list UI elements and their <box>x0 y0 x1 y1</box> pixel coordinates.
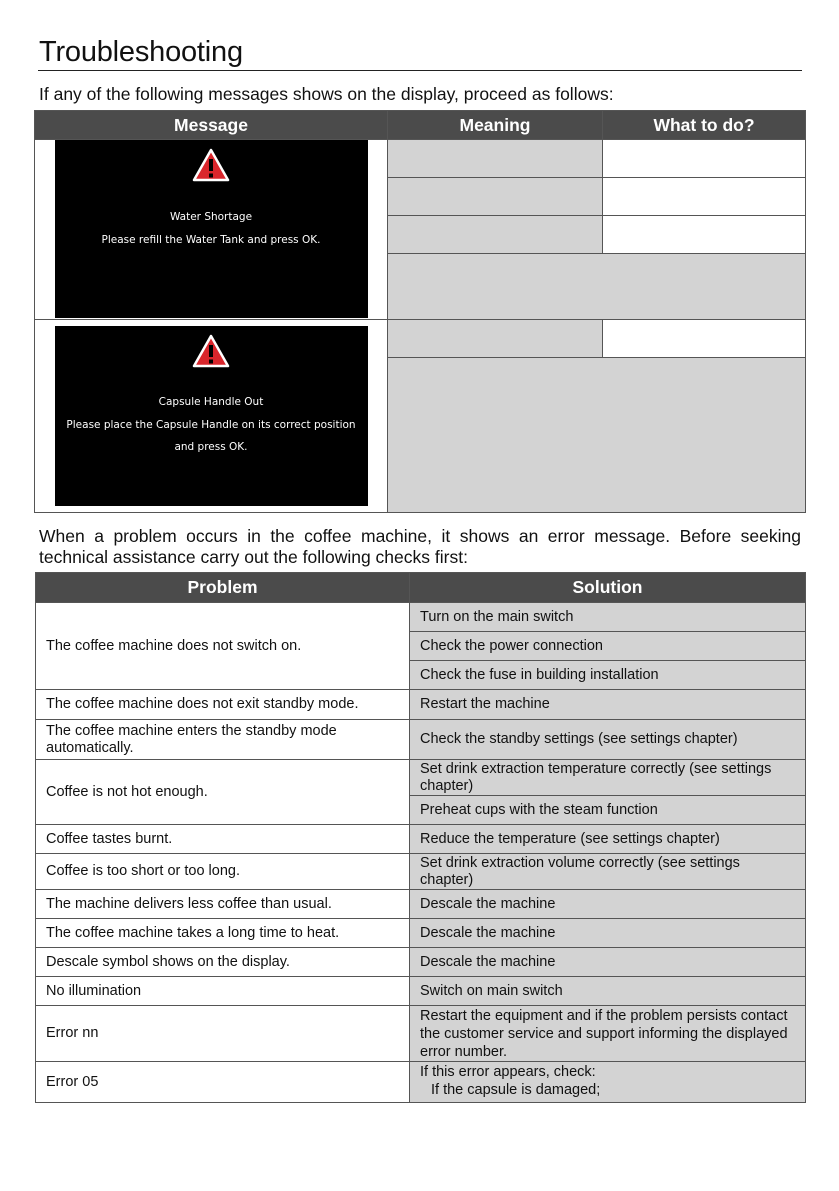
warning-triangle-icon <box>192 148 230 182</box>
what-to-do-cell <box>603 216 806 254</box>
what-to-do-cell <box>603 140 806 178</box>
solution-cell <box>410 1062 806 1103</box>
table-row <box>36 977 806 1006</box>
solution-cell: Descale the machine <box>410 890 806 919</box>
screen-line-3: and press OK. <box>174 441 248 453</box>
message-table <box>34 110 806 513</box>
problem-cell: The machine delivers less coffee than usual. <box>36 890 410 919</box>
message-cell <box>35 320 388 513</box>
problem-cell: The coffee machine takes a long time to heat. <box>36 919 410 948</box>
problems-intro: When a problem occurs in the coffee machine, it shows an error message. Before seeking technical assistance carry out the following checks first: <box>39 526 801 567</box>
solution-cell: Restart the equipment and if the problem persists contact the customer service and support informing the displayed error number. <box>410 1006 806 1062</box>
screen-line-1: Water Shortage <box>169 211 253 223</box>
meaning-cell <box>388 140 603 178</box>
solution-cell: Set drink extraction temperature correctly (see settings chapter) <box>410 760 806 796</box>
what-to-do-cell <box>603 178 806 216</box>
message-table-header <box>35 111 806 140</box>
table-row <box>36 1006 806 1062</box>
solution-line: If the capsule is damaged; <box>431 1082 601 1098</box>
header-message: Message <box>35 111 388 140</box>
page-title: Troubleshooting <box>39 36 243 68</box>
solution-cell: Preheat cups with the steam function <box>410 796 806 825</box>
solution-cell: Reduce the temperature (see settings chapter) <box>410 825 806 854</box>
problem-cell: Descale symbol shows on the display. <box>36 948 410 977</box>
note-cell <box>388 254 806 320</box>
solution-cell: Descale the machine <box>410 919 806 948</box>
problem-cell: No illumination <box>36 977 410 1006</box>
problem-cell: The coffee machine does not exit standby mode. <box>36 690 410 720</box>
meaning-cell <box>388 320 603 358</box>
solution-cell: Check the power connection <box>410 632 806 661</box>
table-row <box>36 720 806 760</box>
note-cell <box>388 358 806 513</box>
table-row <box>36 825 806 854</box>
header-what-to-do: What to do? <box>603 111 806 140</box>
table-row <box>36 854 806 890</box>
solution-line: If this error appears, check: <box>420 1064 596 1080</box>
what-to-do-cell <box>603 320 806 358</box>
table-row <box>35 320 806 358</box>
meaning-cell <box>388 216 603 254</box>
messages-intro: If any of the following messages shows on the display, proceed as follows: <box>39 84 614 104</box>
warning-triangle-icon <box>192 334 230 368</box>
problem-cell: Error 05 <box>36 1062 410 1103</box>
table-row <box>36 948 806 977</box>
problem-cell: Error nn <box>36 1006 410 1062</box>
display-screen-capsule-handle <box>55 326 368 506</box>
header-solution: Solution <box>410 573 806 603</box>
meaning-cell <box>388 178 603 216</box>
table-row <box>36 919 806 948</box>
table-row <box>36 760 806 796</box>
screen-line-2: Please place the Capsule Handle on its correct position <box>66 419 356 431</box>
table-row <box>35 140 806 178</box>
problem-table <box>35 572 806 1103</box>
problem-cell: Coffee is too short or too long. <box>36 854 410 890</box>
message-cell <box>35 140 388 320</box>
solution-cell: Check the standby settings (see settings chapter) <box>410 720 806 760</box>
solution-cell: Check the fuse in building installation <box>410 661 806 690</box>
solution-cell: Descale the machine <box>410 948 806 977</box>
solution-cell: Restart the machine <box>410 690 806 720</box>
problem-cell: Coffee is not hot enough. <box>36 760 410 825</box>
problem-cell: Coffee tastes burnt. <box>36 825 410 854</box>
header-meaning: Meaning <box>388 111 603 140</box>
problem-cell: The coffee machine does not switch on. <box>36 603 410 690</box>
solution-cell: Switch on main switch <box>410 977 806 1006</box>
table-row <box>36 603 806 632</box>
problem-table-header <box>36 573 806 603</box>
header-problem: Problem <box>36 573 410 603</box>
display-screen-water-shortage <box>55 140 368 318</box>
table-row <box>36 1062 806 1103</box>
solution-cell: Set drink extraction volume correctly (see settings chapter) <box>410 854 806 890</box>
table-row <box>36 690 806 720</box>
title-divider <box>38 70 802 71</box>
solution-cell: Turn on the main switch <box>410 603 806 632</box>
table-row <box>36 890 806 919</box>
screen-line-1: Capsule Handle Out <box>158 396 264 408</box>
screen-line-2: Please refill the Water Tank and press OK. <box>101 234 321 246</box>
problem-cell: The coffee machine enters the standby mode automatically. <box>36 720 410 760</box>
